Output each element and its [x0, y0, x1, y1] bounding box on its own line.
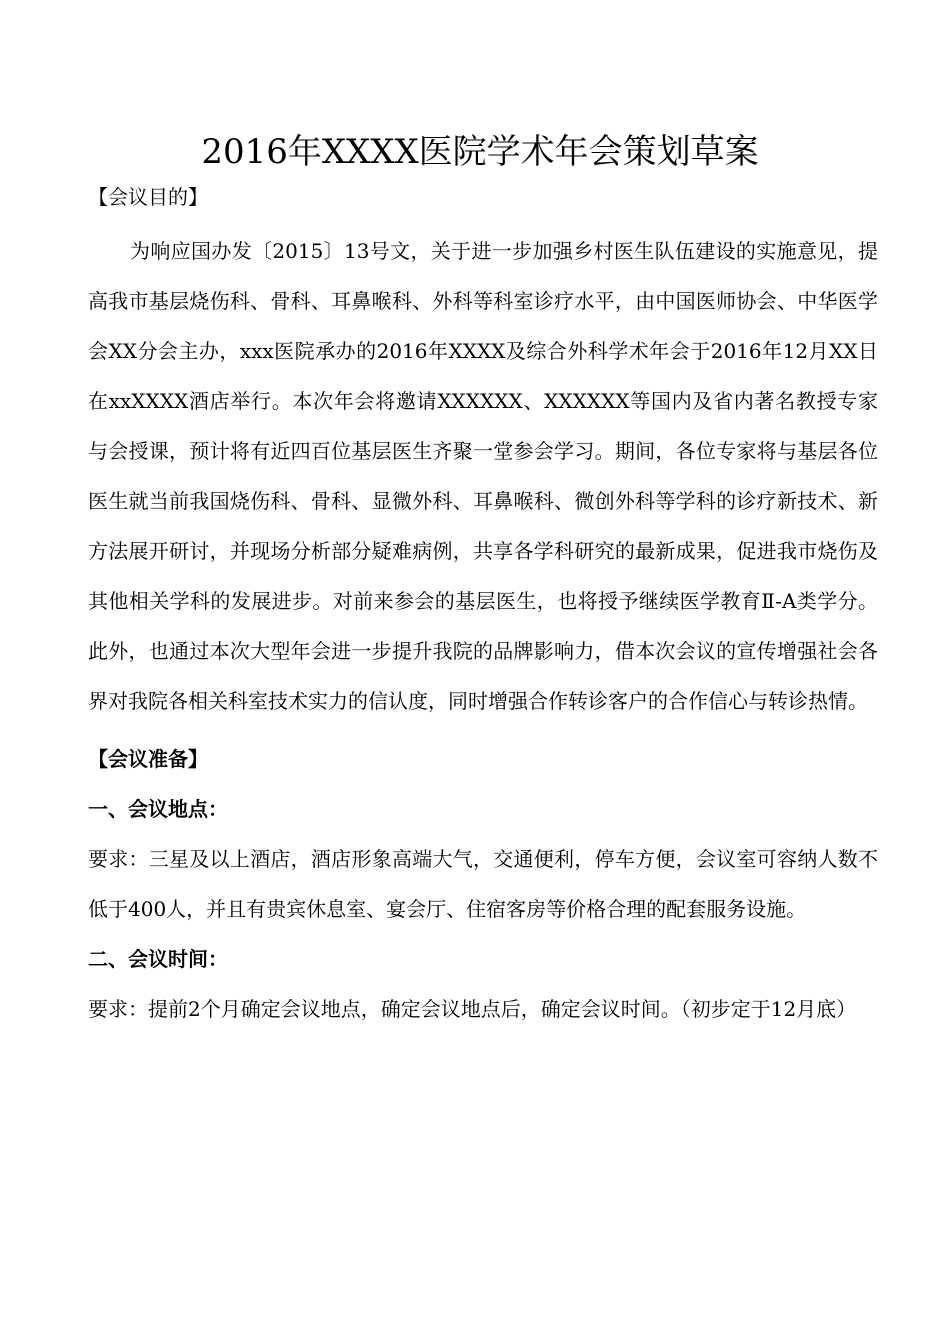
subheading-time: 二、会议时间： — [88, 947, 228, 971]
section-heading-preparation: 【会议准备】 — [88, 747, 208, 771]
time-paragraph: 要求：提前2个月确定会议地点，确定会议地点后，确定会议时间。（初步定于12月底） — [88, 997, 857, 1021]
venue-paragraph: 要求：三星及以上酒店，酒店形象高端大气，交通便利，停车方便，会议室可容纳人数不低于400人，并且有贵宾休息室、宴会厅、住宿客房等价格合理的配套服务设施。 — [88, 847, 878, 921]
subheading-venue: 一、会议地点： — [88, 797, 228, 821]
purpose-paragraph: 为响应国办发〔2015〕13号文，关于进一步加强乡村医生队伍建设的实施意见，提高我市基层烧伤科、骨科、耳鼻喉科、外科等科室诊疗水平，由中国医师协会、中华医学会XX分会主办，xxx医院承办的2016年XXXX及综合外科学术年会于2016年12月XX日在xxXXXX酒店举行。本次年会将邀请XXXXXX、XXXXXX等国内及省内著名教授专家与会授课，预计将有近四百位基层医生齐聚一堂参会学习。期间，各位专家将与基层各位医生就当前我国烧伤科、骨科、显微外科、耳鼻喉科、微创外科等学科的诊疗新技术、新方法展开研讨，并现场分析部分疑难病例，共享各学科研究的最新成果，促进我市烧伤及其他相关学科的发展进步。对前来参会的基层医生，也将授予继续医学教育Ⅱ-A类学分。此外，也通过本次大型年会进一步提升我院的品牌影响力，借本次会议的宣传增强社会各界对我院各相关科室技术实力的信认度，同时增强合作转诊客户的合作信心与转诊热情。 — [88, 239, 878, 713]
document-page — [88, 126, 878, 1034]
document-title: 2016年XXXX医院学术年会策划草案 — [201, 132, 759, 172]
section-heading-purpose: 【会议目的】 — [88, 185, 208, 209]
